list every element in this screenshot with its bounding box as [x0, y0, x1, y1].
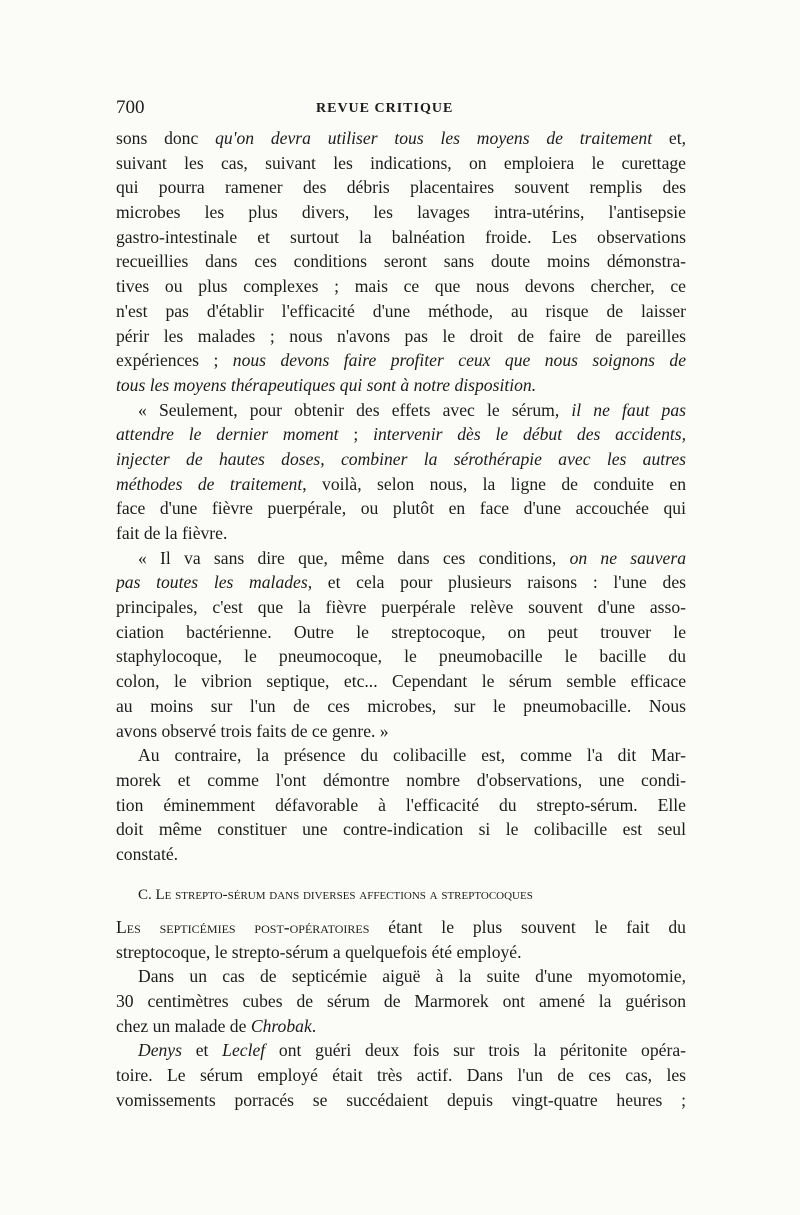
running-title: REVUE CRITIQUE — [316, 101, 454, 116]
text-line: tous les moyens thérapeutiques qui sont à notre disposition. — [116, 374, 537, 395]
text-line: pas toutes les malades, et cela pour plusieurs raisons : l'une des — [116, 572, 686, 593]
text-line: qui pourra ramener des débris placentaires souvent remplis des — [116, 177, 686, 198]
text-line: tives ou plus complexes ; mais ce que nous devons chercher, ce — [116, 276, 686, 297]
text-line: périr les malades ; nous n'avons pas le droit de faire de pareilles — [116, 325, 686, 346]
text-line: « Il va sans dire que, même dans ces conditions, on ne sauvera — [138, 547, 686, 568]
page-body-top — [116, 126, 686, 925]
text-line: Dans un cas de septicémie aiguë à la suite d'une myomotomie, — [138, 966, 686, 987]
text-line: morek et comme l'ont démontre nombre d'observations, une condi- — [116, 769, 686, 790]
text-line: gastro-intestinale et surtout la balnéation froide. Les observations — [116, 226, 686, 247]
text-line: expériences ; nous devons faire profiter ceux que nous soignons de — [116, 350, 686, 371]
text-line: ciation bactérienne. Outre le streptocoque, on peut trouver le — [116, 621, 686, 642]
text-line: colon, le vibrion septique, etc... Cependant le sérum semble efficace — [116, 671, 686, 692]
text-line: Denys et Leclef ont guéri deux fois sur trois la péritonite opéra- — [138, 1040, 686, 1061]
text-line: fait de la fièvre. — [116, 523, 228, 543]
text-line: méthodes de traitement, voilà, selon nous, la ligne de conduite en — [116, 473, 686, 494]
text-line: principales, c'est que la fièvre puerpérale relève souvent d'une asso- — [116, 597, 686, 618]
text-line: chez un malade de Chrobak. — [116, 1015, 317, 1036]
page-header — [116, 97, 688, 121]
text-line: « Seulement, pour obtenir des effets avec le sérum, il ne faut pas — [138, 399, 686, 420]
text-line: recueillies dans ces conditions seront sans doute moins démonstra- — [116, 251, 686, 272]
text-line: au moins sur l'un de ces microbes, sur le pneumobacille. Nous — [116, 695, 686, 716]
text-line: injecter de hautes doses, combiner la sérothérapie avec les autres — [116, 448, 686, 469]
text-line: doit même constituer une contre-indication si le colibacille est seul — [116, 819, 686, 840]
text-line: avons observé trois faits de ce genre. » — [116, 720, 389, 741]
text-line: suivant les cas, suivant les indications, on emploiera le curettage — [116, 152, 686, 173]
text-line: 30 centimètres cubes de sérum de Marmorek ont amené la guérison — [116, 991, 686, 1012]
text-line: vomissements porracés se succédaient depuis vingt-quatre heures ; — [116, 1089, 686, 1110]
text-line: attendre le dernier moment ; intervenir dès le début des accidents, — [116, 424, 686, 445]
text-line: toire. Le sérum employé était très actif. Dans l'un de ces cas, les — [116, 1065, 686, 1086]
text-line: tion éminemment défavorable à l'efficacité du strepto-sérum. Elle — [116, 794, 686, 815]
text-line: staphylocoque, le pneumocoque, le pneumobacille le bacille du — [116, 646, 686, 667]
text-line: face d'une fièvre puerpérale, ou plutôt en face d'une accouchée qui — [116, 498, 686, 519]
text-line: microbes les plus divers, les lavages intra-utérins, l'antisepsie — [116, 202, 686, 223]
page-number: 700 — [116, 97, 145, 118]
section-heading: C. Le strepto-sérum dans diverses affections a streptocoques — [138, 886, 533, 903]
text-line: Au contraire, la présence du colibacille est, comme l'a dit Mar- — [138, 745, 686, 766]
text-line: constaté. — [116, 843, 179, 864]
text-line: n'est pas d'établir l'efficacité d'une méthode, au risque de laisser — [116, 300, 686, 321]
text-line: Les septicémies post-opératoires étant le plus souvent le fait du — [116, 917, 686, 937]
text-line: streptocoque, le strepto-sérum a quelquefois été employé. — [116, 941, 522, 962]
page-body-bottom — [116, 915, 686, 1113]
text-line: sons donc qu'on devra utiliser tous les moyens de traitement et, — [116, 128, 686, 148]
